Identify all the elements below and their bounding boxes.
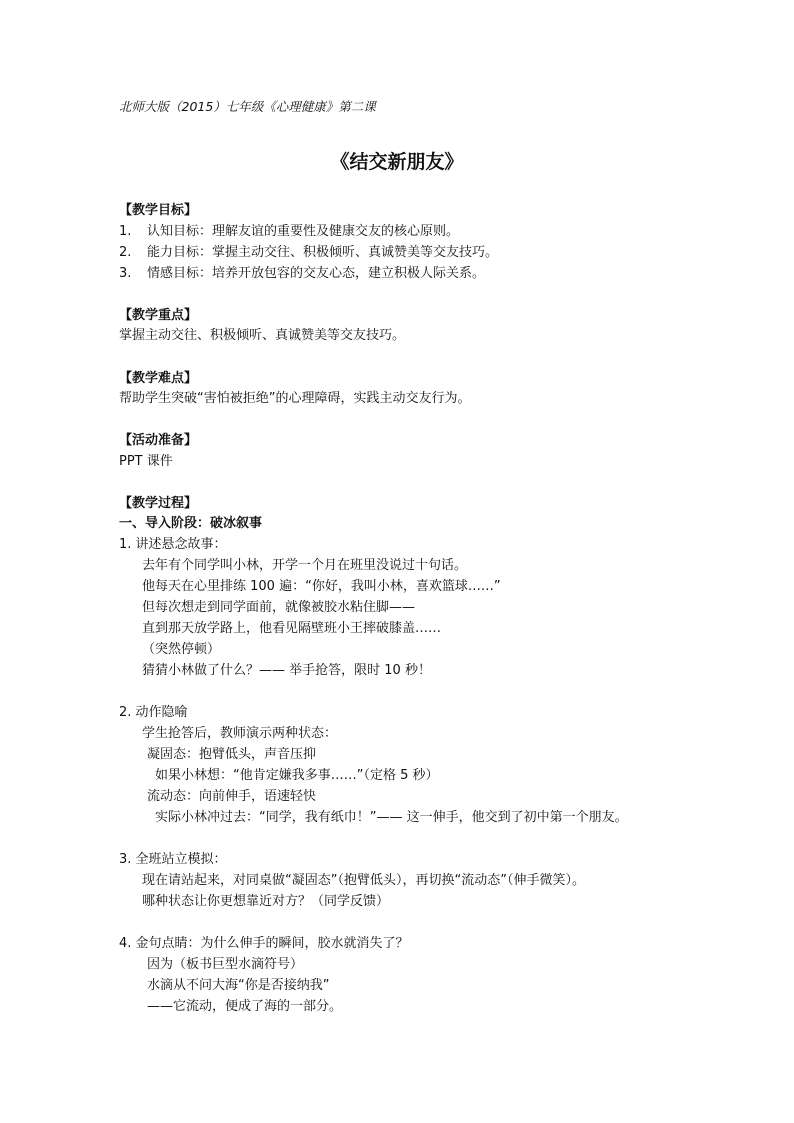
step-line: 水滴从不问大海“你是否接纳我” (147, 978, 330, 993)
step-title: 3. 全班站立模拟： (119, 852, 227, 867)
step-title: 1. 讲述悬念故事： (119, 537, 227, 552)
step-line: 如果小林想：“他肯定嫌我多事……”（定格 5 秒） (155, 768, 439, 783)
step-line: 实际小林冲过去：“同学，我有纸巾！”—— 这一伸手，他交到了初中第一个朋友。 (155, 810, 628, 825)
step-title: 4. 金句点睛：为什么伸手的瞬间，胶水就消失了？ (119, 936, 409, 951)
goal-text: 认知目标：理解友谊的重要性及健康交友的核心原则。 (147, 224, 460, 239)
preparation-text: PPT 课件 (119, 454, 173, 469)
goal-text: 能力目标：掌握主动交往、积极倾听、真诚赞美等交友技巧。 (147, 245, 499, 260)
story-line: 猜猜小林做了什么？—— 举手抢答，限时 10 秒！ (142, 663, 431, 678)
course-header: 北师大版（2015）七年级《心理健康》第二课 (119, 99, 376, 114)
goal-number: 3. (119, 266, 132, 281)
process-heading: 【教学过程】 (119, 496, 198, 511)
step-line: 因为（板书巨型水滴符号） (147, 957, 304, 972)
key-points-heading: 【教学重点】 (119, 308, 198, 323)
difficulties-text: 帮助学生突破“害怕被拒绝”的心理障碍，实践主动交友行为。 (119, 391, 471, 406)
step-line: ——它流动，便成了海的一部分。 (147, 999, 343, 1014)
preparation-heading: 【活动准备】 (119, 433, 198, 448)
step-line: 流动态：向前伸手，语速轻快 (147, 789, 317, 804)
goal-item (119, 243, 498, 263)
story-line: 直到那天放学路上，他看见隔壁班小王摔破膝盖…… (142, 621, 442, 636)
story-line: 他每天在心里排练 100 遍：“你好，我叫小林，喜欢篮球……” (142, 579, 501, 594)
stage-heading: 一、导入阶段：破冰叙事 (119, 516, 263, 531)
goal-item (119, 222, 459, 242)
lesson-title: 《结交新朋友》 (330, 151, 464, 173)
goal-number: 1. (119, 224, 132, 239)
goals-heading: 【教学目标】 (119, 203, 198, 218)
step-line: 现在请站起来，对同桌做“凝固态”（抱臂低头），再切换“流动态”（伸手微笑）。 (142, 873, 585, 888)
goal-text: 情感目标：培养开放包容的交友心态，建立积极人际关系。 (147, 266, 486, 281)
goal-item (119, 264, 485, 284)
step-line: 学生抢答后，教师演示两种状态： (142, 726, 338, 741)
difficulties-heading: 【教学难点】 (119, 371, 198, 386)
step-title: 2. 动作隐喻 (119, 705, 188, 720)
story-line: （突然停顿） (142, 642, 221, 657)
step-line: 凝固态：抱臂低头，声音压抑 (147, 747, 317, 762)
story-line: 去年有个同学叫小林，开学一个月在班里没说过十句话。 (142, 558, 468, 573)
story-line: 但每次想走到同学面前，就像被胶水粘住脚—— (142, 600, 416, 615)
goal-number: 2. (119, 245, 132, 260)
step-line: 哪种状态让你更想靠近对方？（同学反馈） (142, 894, 390, 909)
key-points-text: 掌握主动交往、积极倾听、真诚赞美等交友技巧。 (119, 328, 406, 343)
